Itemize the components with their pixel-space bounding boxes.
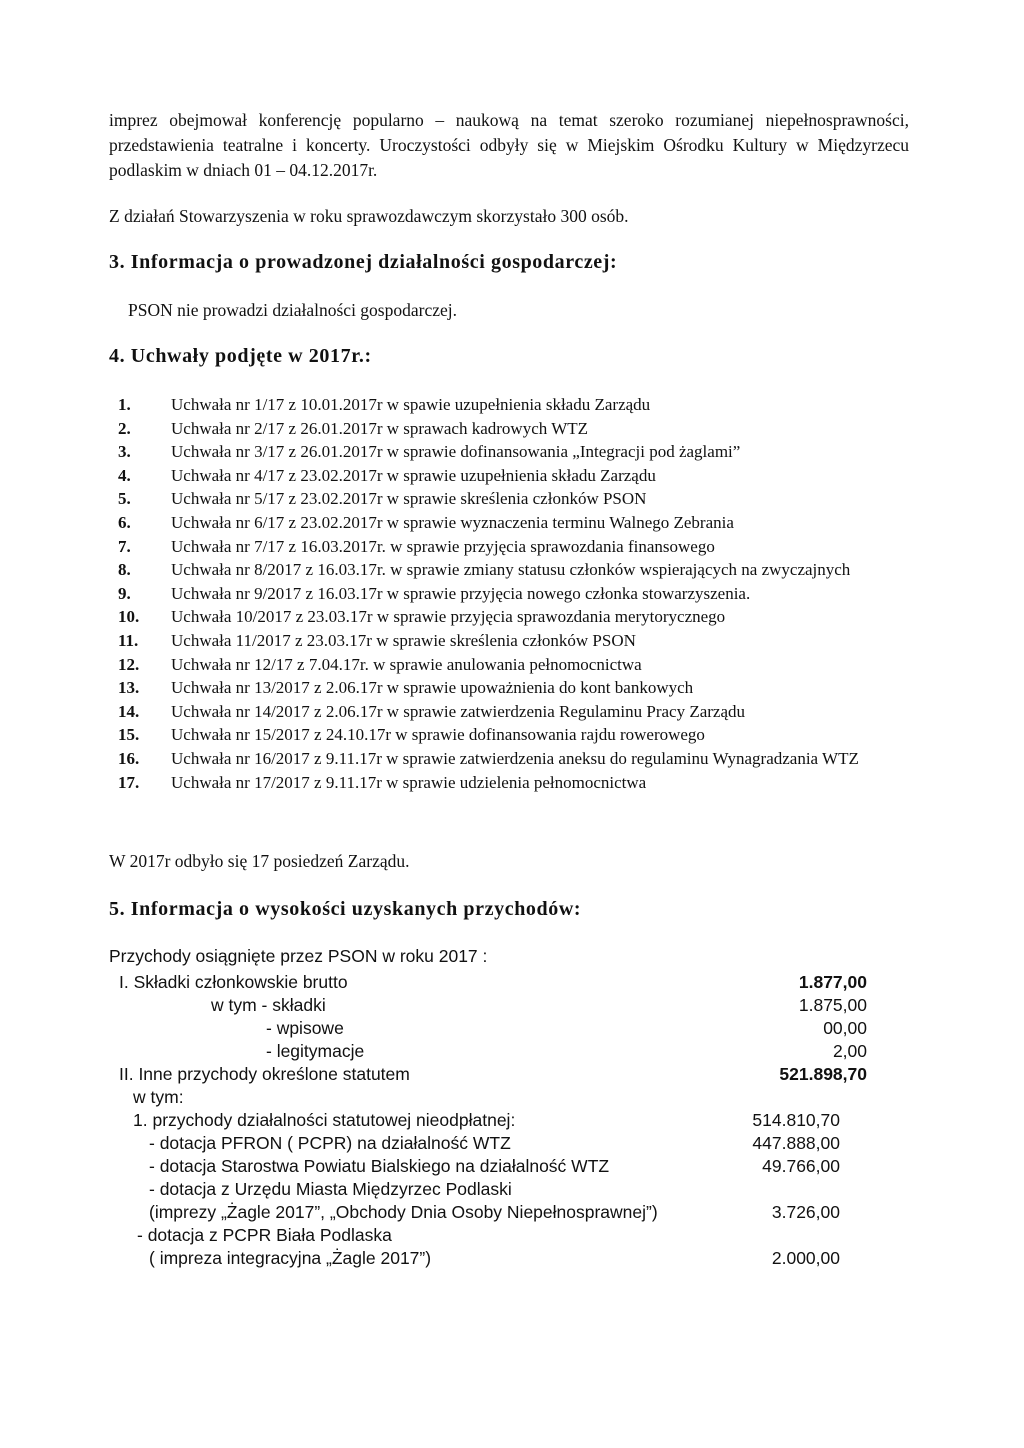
beneficiaries-text: Z działań Stowarzyszenia w roku sprawozdawczym skorzystało 300 osób. [109, 206, 629, 226]
resolution-text: Uchwała nr 7/17 z 16.03.2017r. w sprawie przyjęcia sprawozdania finansowego [171, 536, 715, 556]
resolution-number: 5. [118, 489, 131, 509]
resolution-number: 13. [118, 678, 140, 698]
revenue-label: - dotacja Starostwa Powiatu Bialskiego na działalność WTZ [149, 1156, 610, 1176]
revenue-label: w tym: [133, 1087, 184, 1107]
resolution-text: Uchwała nr 17/2017 z 9.11.17r w sprawie udzielenia pełnomocnictwa [171, 772, 647, 792]
resolution-text: Uchwała nr 4/17 z 23.02.2017r w sprawie uzupełnienia składu Zarządu [171, 465, 656, 485]
section-4-heading: 4. Uchwały podjęte w 2017r.: [109, 345, 372, 367]
revenue-label: I. Składki członkowskie brutto [119, 972, 348, 992]
resolution-text: Uchwała nr 13/2017 z 2.06.17r w sprawie upoważnienia do kont bankowych [171, 678, 694, 698]
resolution-number: 4. [118, 465, 131, 485]
resolution-number: 8. [118, 560, 131, 580]
resolution-number: 3. [118, 442, 131, 462]
resolution-text: Uchwała 10/2017 z 23.03.17r w sprawie przyjęcia sprawozdania merytorycznego [171, 607, 726, 627]
revenue-label: - dotacja z PCPR Biała Podlaska [137, 1225, 392, 1245]
resolution-item [109, 535, 929, 559]
revenue-label: (imprezy „Żagle 2017”, „Obchody Dnia Osoby Niepełnosprawnej”) [149, 1202, 658, 1222]
resolution-item [109, 417, 929, 441]
resolution-text: Uchwała nr 2/17 z 26.01.2017r w sprawach kadrowych WTZ [171, 418, 589, 438]
resolution-text: Uchwała nr 16/2017 z 9.11.17r w sprawie zatwierdzenia aneksu do regulaminu Wynagradzania WTZ [171, 748, 859, 768]
revenue-value: 2,00 [832, 1041, 867, 1061]
resolution-text: Uchwała nr 5/17 z 23.02.2017r w sprawie skreślenia członków PSON [171, 489, 647, 509]
revenue-label: II. Inne przychody określone statutem [119, 1064, 410, 1084]
section-3-heading: 3. Informacja o prowadzonej działalności gospodarczej: [109, 251, 618, 273]
revenue-label: ( impreza integracyjna „Żagle 2017”) [149, 1248, 432, 1268]
resolution-item [109, 700, 929, 724]
resolution-item [109, 605, 929, 629]
resolution-number: 6. [118, 512, 131, 532]
revenue-value: 3.726,00 [771, 1202, 840, 1222]
resolution-item [109, 676, 929, 700]
revenue-value: 521.898,70 [779, 1064, 867, 1084]
revenue-value: 49.766,00 [762, 1156, 840, 1176]
resolution-text: Uchwała nr 8/2017 z 16.03.17r. w sprawie zmiany statusu członków wspierających na zwyczajnych [171, 560, 851, 580]
revenue-label: - legitymacje [266, 1041, 365, 1061]
resolution-number: 17. [118, 772, 140, 792]
revenue-intro: Przychody osiągnięte przez PSON w roku 2017 : [109, 946, 488, 966]
resolution-item [109, 747, 929, 771]
intro-paragraph: imprez obejmował konferencję popularno – naukową na temat szeroko rozumianej niepełnosprawności, przedstawienia teatralne i koncerty. Uroczystości odbyły się w Miejskim Ośrodku Kultury w Międzyrzecu podlaskim w dniach 01 – 04.12.2017r. [109, 110, 909, 180]
revenue-label: w tym - składki [211, 995, 326, 1015]
resolution-text: Uchwała nr 14/2017 z 2.06.17r w sprawie zatwierdzenia Regulaminu Pracy Zarządu [171, 701, 746, 721]
resolution-number: 12. [118, 654, 140, 674]
resolution-number: 10. [118, 607, 140, 627]
meetings-text: W 2017r odbyło się 17 posiedzeń Zarządu. [109, 851, 410, 871]
revenue-value: 2.000,00 [771, 1248, 840, 1268]
resolution-number: 11. [118, 630, 139, 650]
resolution-item [109, 771, 929, 795]
revenue-value: 1.877,00 [798, 972, 867, 992]
resolution-number: 1. [118, 395, 131, 414]
revenue-value: 00,00 [823, 1018, 867, 1038]
resolutions-list [109, 393, 929, 794]
resolution-item [109, 464, 929, 488]
resolution-item [109, 582, 929, 606]
resolution-text: Uchwała 11/2017 z 23.03.17r w sprawie skreślenia członków PSON [171, 630, 636, 650]
resolution-item [109, 558, 929, 582]
resolution-item [109, 511, 929, 535]
resolution-item [109, 723, 929, 747]
resolution-item [109, 393, 929, 417]
resolution-text: Uchwała nr 1/17 z 10.01.2017r w spawie uzupełnienia składu Zarządu [171, 395, 651, 414]
resolution-item [109, 487, 929, 511]
revenue-label: - dotacja PFRON ( PCPR) na działalność WTZ [149, 1133, 511, 1153]
revenue-value: 1.875,00 [798, 995, 867, 1015]
revenue-value: 514.810,70 [752, 1110, 840, 1130]
section-5-heading: 5. Informacja o wysokości uzyskanych przychodów: [109, 898, 582, 920]
resolution-text: Uchwała nr 9/2017 z 16.03.17r w sprawie przyjęcia nowego członka stowarzyszenia. [171, 583, 751, 603]
resolution-number: 16. [118, 748, 140, 768]
resolution-text: Uchwała nr 12/17 z 7.04.17r. w sprawie anulowania pełnomocnictwa [171, 654, 642, 674]
resolution-number: 2. [118, 418, 131, 438]
resolution-text: Uchwała nr 15/2017 z 24.10.17r w sprawie dofinansowania rajdu rowerowego [171, 725, 705, 745]
resolution-number: 15. [118, 725, 140, 745]
resolution-text: Uchwała nr 3/17 z 26.01.2017r w sprawie dofinansowania „Integracji pod żaglami” [171, 442, 741, 462]
revenue-label: - wpisowe [266, 1018, 344, 1038]
resolution-number: 7. [118, 536, 131, 556]
revenue-label: 1. przychody działalności statutowej nieodpłatnej: [133, 1110, 516, 1130]
resolution-item [109, 653, 929, 677]
resolution-number: 14. [118, 701, 140, 721]
resolution-item [109, 629, 929, 653]
revenue-label: - dotacja z Urzędu Miasta Międzyrzec Podlaski [149, 1179, 512, 1199]
revenue-value: 447.888,00 [752, 1133, 840, 1153]
section-3-text: PSON nie prowadzi działalności gospodarczej. [128, 300, 458, 320]
resolution-number: 9. [118, 583, 131, 603]
resolution-item [109, 440, 929, 464]
resolution-text: Uchwała nr 6/17 z 23.02.2017r w sprawie wyznaczenia terminu Walnego Zebrania [171, 512, 734, 532]
